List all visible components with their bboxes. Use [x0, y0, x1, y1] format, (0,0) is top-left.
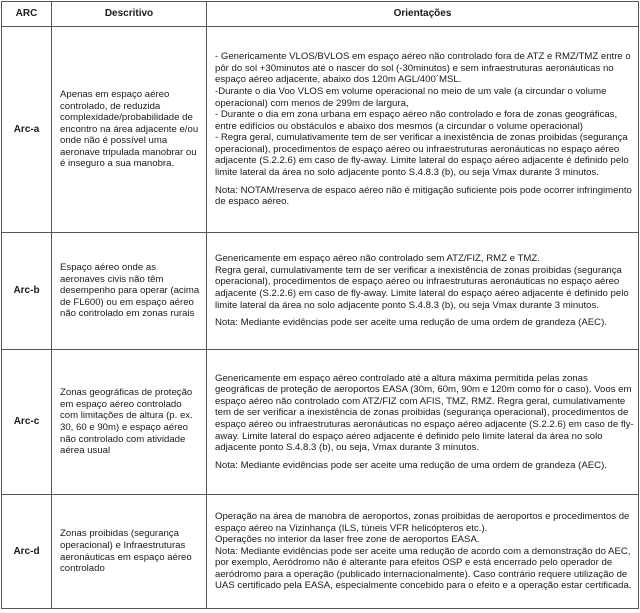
table-header-row — [2, 2, 639, 27]
guidance-note: Nota: Mediante evidências pode ser aceite uma redução de uma ordem de grandeza (AEC). — [215, 317, 607, 329]
arc-label: Arc-c — [2, 350, 52, 495]
arc-description: Espaço aéreo onde as aeronaves civis não têm desempenho para operar (acima de FL600) ou em espaço aéreo não controlado em zonas rurais — [52, 233, 207, 350]
header-descritivo: Descritivo — [52, 2, 207, 27]
guidance-paragraph: Genericamente em espaço aéreo controlado até a altura máxima permitida pelas zonas geográficas de proteção de aeroportos EASA (30m, 60m, 90m e 120m como for o caso). Voos em espaço aéreo não controlado com ATZ/FIZ com AFIS, TMZ, RMZ. Regra geral, cumulativamente tem de ser verificar a inexistência de zonas proibidas (segurança operacional), procedimentos de espaço aéreo ou infraestruturas aeronáuticas no espaço aéreo adjacente (S.2.2.6) em caso de fly-away. Limite lateral do espaço aéreo adjacente é definido pelo limite lateral da área no solo adjacente ponto S.4.8.3 (b), ou seja, Vmax durante 3 minutos. — [215, 372, 634, 454]
header-orientacoes: Orientações — [207, 2, 639, 27]
arc-guidance — [207, 233, 639, 350]
guidance-paragraph: Genericamente em espaço aéreo não controlado sem ATZ/FIZ, RMZ e TMZ. — [215, 253, 540, 265]
table-row-arc-d — [2, 495, 639, 609]
arc-guidance — [207, 27, 639, 233]
guidance-paragraph: - Regra geral, cumulativamente tem de ser verificar a inexistência de zonas proibidas (segurança operacional), procedimentos de espaço aéreo ou infraestruturas aeronáuticas no espaço aéreo adjacente (S.2.2.6) em caso de fly-away. Limite lateral do espaço aéreo adjacente é definido pelo limite lateral da área no solo adjacente ponto S.4.8.3 (b), ou seja Vmax durante 3 minutos. — [215, 132, 629, 179]
arc-table — [1, 1, 639, 609]
guidance-paragraph: Nota: Mediante evidências pode ser aceite uma redução de acordo com a demonstração do AEC, por exemplo, Aeródromo não é alterante para efeitos OSP e está encerrado pelo operador de aeródromo para a operação (publicado internacionalmente). Caso contrário requere utilização de UAS certificado pela EASA, especialmente concebido para o efeito e a operação estar certificada. — [215, 545, 632, 592]
table-row-arc-a — [2, 27, 639, 233]
guidance-note: Nota: Mediante evidências pode ser aceite uma redução de uma ordem de grandeza (AEC). — [215, 459, 607, 471]
guidance-paragraph: -Durante o dia Voo VLOS em volume operacional no meio de um vale (a circundar o volume operacional) com menos de 299m de largura, — [215, 85, 607, 109]
guidance-note: Nota: NOTAM/reserva de espaco aéreo não é mitigação suficiente pois pode ocorrer infringimento de espaco aéreo. — [215, 184, 632, 208]
arc-label: Arc-b — [2, 233, 52, 350]
arc-guidance — [207, 495, 639, 609]
guidance-paragraph: Regra geral, cumulativamente tem de ser verificar a inexistência de zonas proibidas (segurança operacional), procedimentos de espaço aéreo ou infraestruturas aeronáuticas no espaço aéreo adjacente (S.2.2.6) em caso de fly-away. Limite lateral do espaço aéreo adjacente é definido pelo limite lateral da área no solo adjacente ponto S.4.8.3 (b), ou seja Vmax durante 3 minutos. — [215, 264, 629, 311]
arc-guidance — [207, 350, 639, 495]
guidance-paragraph: - Durante o dia em zona urbana em espaço aéreo não controlado e fora de zonas geográficas, entre edifícios ou obstáculos e abaixo dos mesmos (a circundar o volume operacional) — [215, 109, 618, 132]
arc-description: Apenas em espaço aéreo controlado, de reduzida complexidade/probabilidade de encontro na área adjacente e/ou onde não é possível uma aeronave tripulada manobrar ou é inseguro a sua manobra. — [52, 27, 207, 233]
guidance-paragraph: Operação na área de manobra de aeroportos, zonas proibidas de aeroportos e procedimentos de espaço aéreo na Vizinhança (ILS, túneis VFR helicópteros etc.). — [215, 510, 630, 534]
table-row-arc-b — [2, 233, 639, 350]
arc-description: Zonas proibidas (segurança operacional) e Infraestruturas aeronáuticas em espaço aéreo controlado — [52, 495, 207, 609]
arc-label: Arc-d — [2, 495, 52, 609]
guidance-paragraph: - Genericamente VLOS/BVLOS em espaço aéreo não controlado fora de ATZ e RMZ/TMZ entre o pôr do sol +30minutos até o nascer do sol (-30minutos) e sem infraestruturas aeronáuticas no espaço aéreo adjacente, abaixo dos 120m AGL/400´MSL. — [215, 51, 631, 86]
arc-label: Arc-a — [2, 27, 52, 233]
header-arc: ARC — [2, 2, 52, 27]
arc-description: Zonas geográficas de proteção em espaço aéreo controlado com limitações de altura (p. ex. 30, 60 e 90m) e espaço aéreo não controlado com atividade aérea usual — [52, 350, 207, 495]
guidance-paragraph: Operações no interior da laser free zone de aeroportos EASA. — [215, 534, 480, 546]
table-row-arc-c — [2, 350, 639, 495]
